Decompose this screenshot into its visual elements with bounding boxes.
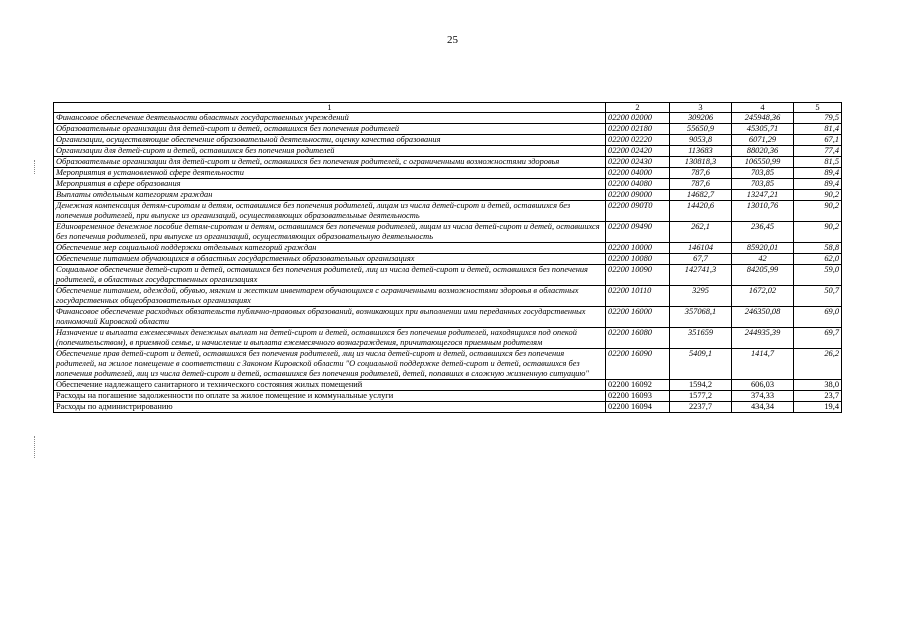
table-row [54, 265, 842, 286]
table-row [54, 179, 842, 190]
table-row [54, 254, 842, 265]
row-percent: 38,0 [794, 380, 842, 391]
row-plan: 2237,7 [670, 402, 732, 413]
row-fact: 6071,29 [732, 135, 794, 146]
row-fact: 374,33 [732, 391, 794, 402]
row-percent: 19,4 [794, 402, 842, 413]
row-name: Обеспечение прав детей-сирот и детей, оставшихся без попечения родителей, лиц из числа детей-сирот и детей, оставшихся без попечения родителей, на жилое помещение в соответствии с Законом Кировской области "О социальной поддержке детей-сирот и детей, оставшихся без попечения родителей, лиц из числа детей-сирот и детей, оставшихся без попечения родителей, детей, попавших в сложную жизненную ситуацию" [54, 349, 606, 380]
margin-mark [34, 160, 35, 174]
row-percent: 77,4 [794, 146, 842, 157]
row-name: Обеспечение питанием обучающихся в областных государственных образовательных организациях [54, 254, 606, 265]
row-fact: 13010,76 [732, 201, 794, 222]
row-name: Расходы по администрированию [54, 402, 606, 413]
table-row [54, 168, 842, 179]
table-row [54, 146, 842, 157]
row-fact: 45305,71 [732, 124, 794, 135]
row-plan: 262,1 [670, 222, 732, 243]
row-code: 02200 16094 [606, 402, 670, 413]
row-fact: 244935,39 [732, 328, 794, 349]
row-code: 02200 10090 [606, 265, 670, 286]
column-header: 2 [606, 103, 670, 113]
row-code: 02200 09000 [606, 190, 670, 201]
row-name: Обеспечение питанием, одеждой, обувью, мягким и жестким инвентарем обучающихся с ограниченными возможностями здоровья в областных государственных общеобразовательных организациях [54, 286, 606, 307]
row-percent: 59,0 [794, 265, 842, 286]
row-name: Выплаты отдельным категориям граждан [54, 190, 606, 201]
row-code: 02200 16000 [606, 307, 670, 328]
row-code: 02200 16080 [606, 328, 670, 349]
column-header: 3 [670, 103, 732, 113]
row-fact: 245948,36 [732, 113, 794, 124]
row-code: 02200 10000 [606, 243, 670, 254]
row-plan: 142741,3 [670, 265, 732, 286]
row-fact: 236,45 [732, 222, 794, 243]
column-header: 4 [732, 103, 794, 113]
table-row [54, 391, 842, 402]
row-percent: 69,0 [794, 307, 842, 328]
row-percent: 62,0 [794, 254, 842, 265]
row-plan: 14420,6 [670, 201, 732, 222]
row-plan: 357068,1 [670, 307, 732, 328]
row-plan: 146104 [670, 243, 732, 254]
row-name: Организации для детей-сирот и детей, оставшихся без попечения родителей [54, 146, 606, 157]
row-percent: 79,5 [794, 113, 842, 124]
row-code: 02200 04000 [606, 168, 670, 179]
row-fact: 106550,99 [732, 157, 794, 168]
row-name: Единовременное денежное пособие детям-сиротам и детям, оставшимся без попечения родителей, лицам из числа детей-сирот и детей, оставшихся без попечения родителей, при выпуске из организаций, осуществляющих образовательную деятельность [54, 222, 606, 243]
row-percent: 26,2 [794, 349, 842, 380]
table-row [54, 243, 842, 254]
table-row [54, 113, 842, 124]
row-code: 02200 02420 [606, 146, 670, 157]
row-fact: 13247,21 [732, 190, 794, 201]
row-plan: 130818,3 [670, 157, 732, 168]
table-row [54, 135, 842, 146]
table-row [54, 201, 842, 222]
row-plan: 67,7 [670, 254, 732, 265]
row-percent: 58,8 [794, 243, 842, 254]
table-row [54, 402, 842, 413]
row-code: 02200 02000 [606, 113, 670, 124]
column-header: 5 [794, 103, 842, 113]
row-fact: 703,85 [732, 168, 794, 179]
row-fact: 246350,08 [732, 307, 794, 328]
row-plan: 3295 [670, 286, 732, 307]
row-name: Денежная компенсация детям-сиротам и детям, оставшимся без попечения родителей, лицам из числа детей-сирот и детей, оставшихся без попечения родителей, при выпуске из организаций, осуществляющих образовательные деятельность [54, 201, 606, 222]
row-fact: 1672,02 [732, 286, 794, 307]
row-name: Мероприятия в установленной сфере деятельности [54, 168, 606, 179]
table-row [54, 349, 842, 380]
row-fact: 434,34 [732, 402, 794, 413]
row-name: Организации, осуществляющие обеспечение образовательной деятельности, оценку качества образования [54, 135, 606, 146]
row-plan: 787,6 [670, 179, 732, 190]
row-name: Назначение и выплата ежемесячных денежных выплат на детей-сирот и детей, оставшихся без попечения родителей, находящихся под опекой (попечительством), в приемной семье, и начисление и выплата ежемесячного вознаграждения, причитающегося приемным родителям [54, 328, 606, 349]
row-code: 02200 02180 [606, 124, 670, 135]
row-code: 02200 09490 [606, 222, 670, 243]
row-fact: 606,03 [732, 380, 794, 391]
row-fact: 88020,36 [732, 146, 794, 157]
row-percent: 69,7 [794, 328, 842, 349]
row-name: Финансовое обеспечение расходных обязательств публично-правовых образований, возникающих при выполнении ими переданных государственных полномочий Кировской области [54, 307, 606, 328]
budget-table [53, 102, 842, 413]
row-code: 02200 10110 [606, 286, 670, 307]
table-row [54, 190, 842, 201]
row-percent: 90,2 [794, 201, 842, 222]
row-percent: 90,2 [794, 190, 842, 201]
row-code: 02200 10080 [606, 254, 670, 265]
row-name: Социальное обеспечение детей-сирот и детей, оставшихся без попечения родителей, лиц из числа детей-сирот и детей, оставшихся без попечения родителей, в областных государственных организациях [54, 265, 606, 286]
table-row [54, 222, 842, 243]
row-fact: 1414,7 [732, 349, 794, 380]
row-percent: 50,7 [794, 286, 842, 307]
row-code: 02200 04080 [606, 179, 670, 190]
table-row [54, 380, 842, 391]
column-header: 1 [54, 103, 606, 113]
margin-mark [34, 436, 35, 458]
row-code: 02200 02220 [606, 135, 670, 146]
row-fact: 85920,01 [732, 243, 794, 254]
row-code: 02200 16093 [606, 391, 670, 402]
row-percent: 81,4 [794, 124, 842, 135]
row-plan: 1594,2 [670, 380, 732, 391]
row-name: Образовательные организации для детей-сирот и детей, оставшихся без попечения родителей, с ограниченными возможностями здоровья [54, 157, 606, 168]
row-percent: 89,4 [794, 168, 842, 179]
row-plan: 14682,7 [670, 190, 732, 201]
row-code: 02200 090Т0 [606, 201, 670, 222]
row-name: Мероприятия в сфере образования [54, 179, 606, 190]
table-row [54, 124, 842, 135]
row-fact: 84205,99 [732, 265, 794, 286]
row-plan: 351659 [670, 328, 732, 349]
row-name: Обеспечение мер социальной поддержки отдельных категорий граждан [54, 243, 606, 254]
table-row [54, 286, 842, 307]
row-fact: 703,85 [732, 179, 794, 190]
row-percent: 23,7 [794, 391, 842, 402]
row-percent: 89,4 [794, 179, 842, 190]
row-code: 02200 16092 [606, 380, 670, 391]
row-percent: 81,5 [794, 157, 842, 168]
row-plan: 1577,2 [670, 391, 732, 402]
row-name: Обеспечение надлежащего санитарного и технического состояния жилых помещений [54, 380, 606, 391]
page-number: 25 [447, 34, 458, 46]
row-percent: 67,1 [794, 135, 842, 146]
row-plan: 9053,8 [670, 135, 732, 146]
table-row [54, 307, 842, 328]
row-name: Образовательные организации для детей-сирот и детей, оставшихся без попечения родителей [54, 124, 606, 135]
row-code: 02200 16090 [606, 349, 670, 380]
table-row [54, 157, 842, 168]
row-code: 02200 02430 [606, 157, 670, 168]
row-plan: 113683 [670, 146, 732, 157]
row-fact: 42 [732, 254, 794, 265]
row-plan: 55650,9 [670, 124, 732, 135]
table-row [54, 328, 842, 349]
row-plan: 309206 [670, 113, 732, 124]
row-name: Расходы на погашение задолженности по оплате за жилое помещение и коммунальные услуги [54, 391, 606, 402]
row-plan: 787,6 [670, 168, 732, 179]
row-name: Финансовое обеспечение деятельности областных государственных учреждений [54, 113, 606, 124]
row-percent: 90,2 [794, 222, 842, 243]
row-plan: 5409,1 [670, 349, 732, 380]
table-header-row [54, 103, 842, 113]
